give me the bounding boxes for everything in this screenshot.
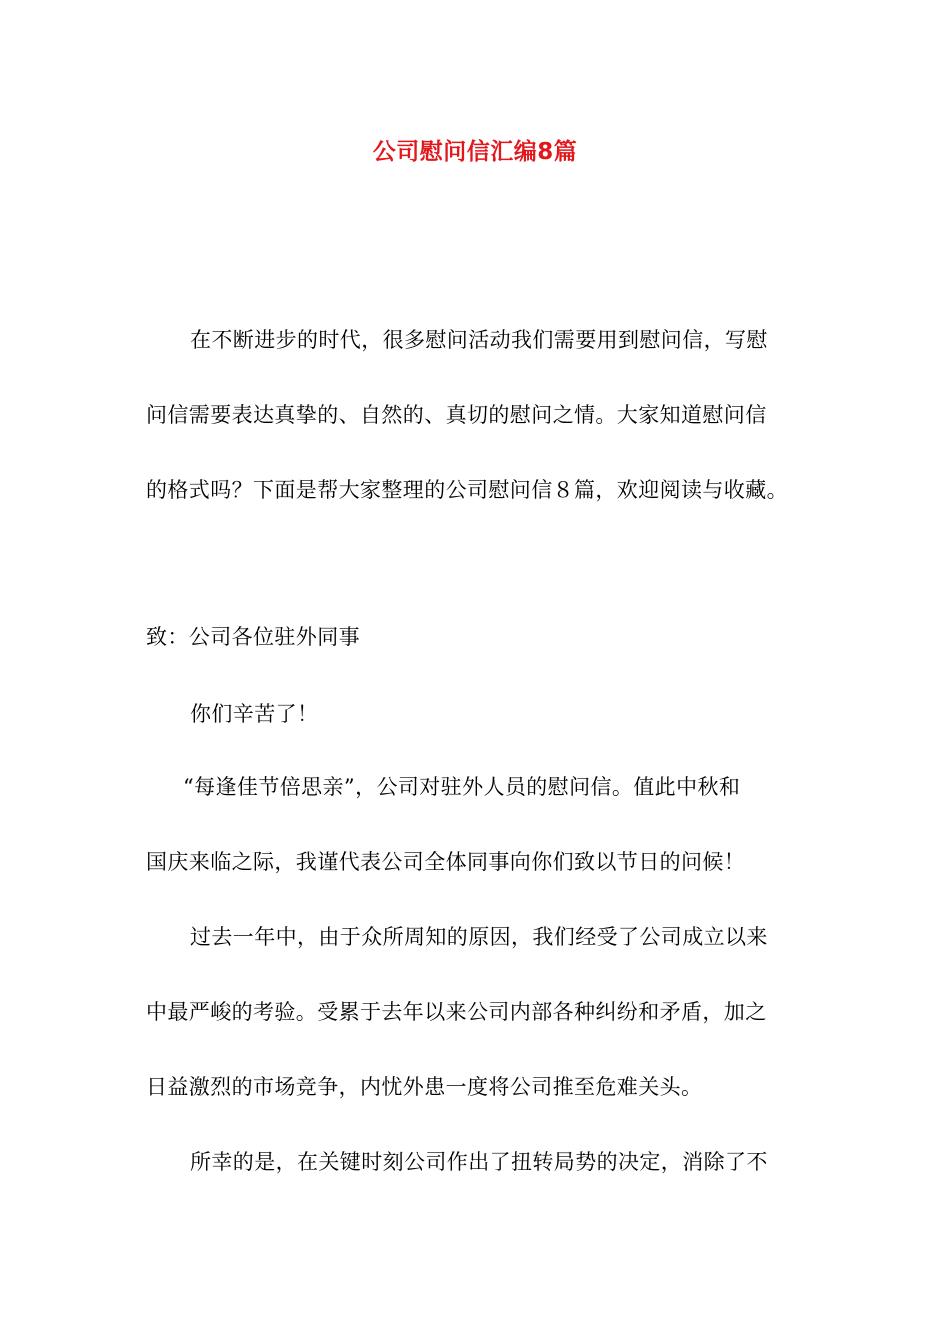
paragraph-1-line-1: “每逢佳节倍思亲”，公司对驻外人员的慰问信。值此中秋和 — [183, 775, 741, 799]
paragraph-2-line-2: 中最严峻的考验。受累于去年以来公司内部各种纠纷和矛盾，加之 — [146, 1000, 767, 1024]
paragraph-1-line-2: 国庆来临之际，我谨代表公司全体同事向你们致以节日的问候！ — [146, 850, 746, 874]
intro-line-3: 的格式吗？下面是帮大家整理的公司慰问信８篇，欢迎阅读与收藏。 — [146, 478, 788, 502]
paragraph-3-line-1: 所幸的是，在关键时刻公司作出了扭转局势的决定，消除了不 — [190, 1150, 768, 1174]
document-title: 公司慰问信汇编8篇 — [372, 139, 578, 165]
letter-greeting: 你们辛苦了！ — [190, 702, 319, 726]
paragraph-2-line-1: 过去一年中，由于众所周知的原因，我们经受了公司成立以来 — [190, 925, 768, 949]
paragraph-2-line-3: 日益激烈的市场竞争，内忧外患一度将公司推至危难关头。 — [146, 1075, 703, 1099]
intro-line-2: 问信需要表达真挚的、自然的、真切的慰问之情。大家知道慰问信 — [146, 403, 767, 427]
letter-salutation: 致：公司各位驻外同事 — [146, 625, 360, 649]
intro-line-1: 在不断进步的时代，很多慰问活动我们需要用到慰问信，写慰 — [190, 328, 768, 352]
